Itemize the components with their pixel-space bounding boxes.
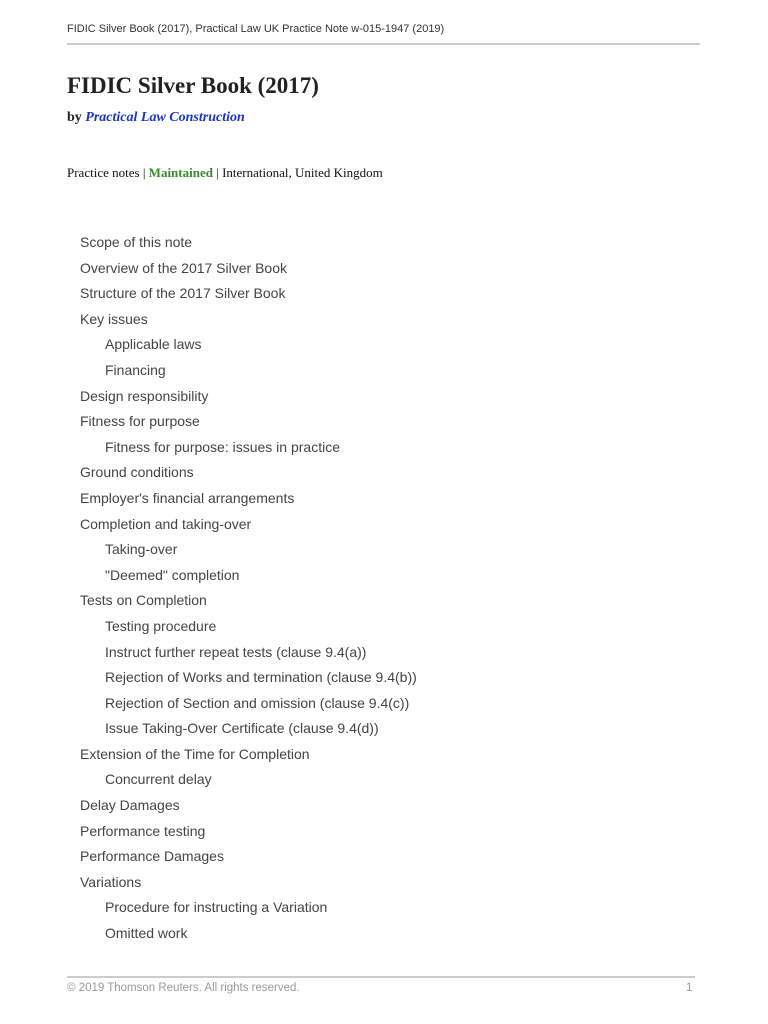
status-badge: Maintained xyxy=(148,165,213,180)
toc-subitem[interactable]: Financing xyxy=(105,361,166,378)
toc-item[interactable]: Ground conditions xyxy=(80,464,194,481)
toc-subitem[interactable]: Omitted work xyxy=(105,925,188,942)
meta-separator: | xyxy=(216,165,219,180)
toc-item[interactable]: Performance testing xyxy=(80,822,206,839)
toc-item[interactable]: Variations xyxy=(80,873,142,890)
jurisdictions: International, United Kingdom xyxy=(222,165,383,180)
table-of-contents xyxy=(80,232,417,949)
toc-subitem[interactable]: Taking-over xyxy=(105,541,178,558)
toc-item[interactable]: Overview of the 2017 Silver Book xyxy=(80,259,287,276)
resource-type: Practice notes xyxy=(67,165,140,180)
meta-separator: | xyxy=(142,165,146,180)
toc-item[interactable]: Structure of the 2017 Silver Book xyxy=(80,285,286,302)
footer-divider xyxy=(67,976,695,978)
copyright: © 2019 Thomson Reuters. All rights reserved. xyxy=(67,982,300,994)
toc-subitem[interactable]: Issue Taking-Over Certificate (clause 9.4(d)) xyxy=(105,720,379,737)
toc-item[interactable]: Employer's financial arrangements xyxy=(80,489,295,506)
toc-subitem[interactable]: Procedure for instructing a Variation xyxy=(105,899,328,916)
running-header: FIDIC Silver Book (2017), Practical Law UK Practice Note w-015-1947 (2019) xyxy=(67,23,445,35)
toc-subitem[interactable]: Applicable laws xyxy=(105,336,202,353)
document-meta xyxy=(67,165,383,181)
page-title: FIDIC Silver Book (2017) xyxy=(67,73,319,98)
page-number: 1 xyxy=(686,982,693,994)
toc-subitem[interactable]: Rejection of Section and omission (clause 9.4(c)) xyxy=(105,694,410,711)
byline xyxy=(67,110,245,126)
byline-prefix: by xyxy=(67,110,82,125)
toc-subitem[interactable]: Testing procedure xyxy=(105,617,217,634)
toc-item[interactable]: Delay Damages xyxy=(80,797,180,814)
toc-item[interactable]: Tests on Completion xyxy=(80,592,207,609)
toc-item[interactable]: Completion and taking-over xyxy=(80,515,252,532)
toc-item[interactable]: Scope of this note xyxy=(80,234,193,250)
author-link[interactable]: Practical Law Construction xyxy=(85,110,245,125)
toc-item[interactable]: Design responsibility xyxy=(80,387,209,404)
toc-item[interactable]: Performance Damages xyxy=(80,848,224,865)
toc-item[interactable]: Extension of the Time for Completion xyxy=(80,745,310,762)
toc-item[interactable]: Key issues xyxy=(80,310,148,327)
toc-item[interactable]: Fitness for purpose xyxy=(80,413,200,430)
toc-subitem[interactable]: Fitness for purpose: issues in practice xyxy=(105,438,340,455)
toc-subitem[interactable]: "Deemed" completion xyxy=(105,566,240,583)
toc-subitem[interactable]: Rejection of Works and termination (clause 9.4(b)) xyxy=(105,669,417,686)
toc-subitem[interactable]: Concurrent delay xyxy=(105,771,212,788)
header-divider xyxy=(67,43,700,45)
toc-subitem[interactable]: Instruct further repeat tests (clause 9.4(a)) xyxy=(105,643,367,660)
